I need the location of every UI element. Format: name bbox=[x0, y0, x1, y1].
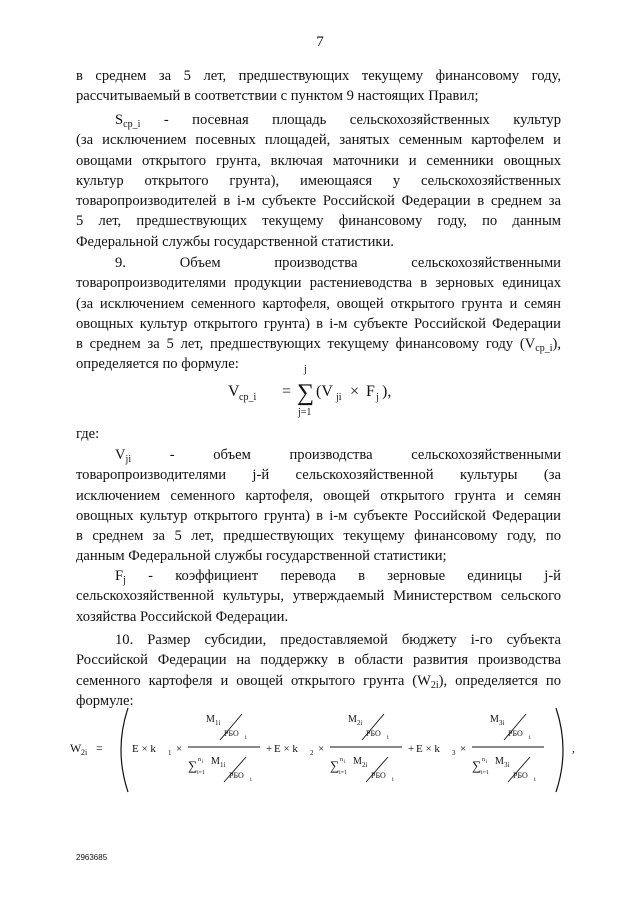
text-line: овощных культур открытого грунта) в i-м субъекте Российской Федерации bbox=[76, 315, 561, 332]
formula-term-1 bbox=[132, 714, 272, 783]
m-subscript: 3i bbox=[504, 761, 510, 769]
subscript: ср_i bbox=[535, 343, 553, 355]
m-subscript: 2i bbox=[357, 719, 363, 727]
symbol-f: F bbox=[115, 568, 124, 584]
k-subscript: 3 bbox=[452, 749, 456, 757]
sigma-icon: ∑ bbox=[297, 380, 315, 406]
times-sign: × bbox=[176, 743, 183, 755]
text-line: формуле: bbox=[76, 692, 134, 709]
formula-lhs-subscript: 2i bbox=[81, 748, 88, 757]
sum-upper-limit: n bbox=[340, 757, 343, 763]
text-line: 9. Объем производства сельскохозяйственными bbox=[115, 255, 561, 271]
text-line: в среднем за 5 лет, предшествующих текущему финансовому году, по bbox=[76, 528, 561, 545]
times-sign: × bbox=[350, 383, 360, 400]
m-subscript: 1i bbox=[215, 719, 221, 727]
m-symbol: M bbox=[490, 714, 499, 725]
sum-lower-limit: i=1 bbox=[481, 770, 490, 776]
formula-end-comma: , bbox=[572, 741, 575, 755]
text-line: Российской Федерации на поддержку в области развития производства bbox=[76, 652, 561, 669]
sum-upper-limit: j bbox=[304, 364, 307, 375]
clause-9 bbox=[76, 253, 561, 375]
times-sign: × bbox=[318, 743, 325, 755]
rbo-symbol: РБО bbox=[513, 771, 528, 780]
rbo-symbol: РБО bbox=[508, 729, 523, 738]
text-line: овощами открытого грунта, включая маточники и семенники овощных bbox=[76, 152, 561, 169]
text-line: определяется по формуле: bbox=[76, 356, 239, 373]
rbo-symbol: РБО bbox=[366, 729, 381, 738]
text-fragment: семенного картофеля и овощей открытого грунта (W bbox=[76, 672, 431, 689]
rbo-subscript: i bbox=[392, 777, 394, 783]
page-number: 7 bbox=[316, 34, 324, 50]
text-line: хозяйства Российской Федерации. bbox=[76, 608, 289, 625]
m-subscript: 3i bbox=[499, 719, 505, 727]
rbo-symbol: РБО bbox=[371, 771, 386, 780]
text-line: товаропроизводителями j-й сельскохозяйственной культуры (за bbox=[76, 467, 561, 484]
symbol-v-subscript: ji bbox=[125, 454, 132, 465]
m-symbol: M bbox=[495, 756, 504, 767]
sum-lower-limit: j=1 bbox=[298, 407, 312, 418]
right-paren-icon bbox=[556, 708, 563, 792]
k-subscript: 2 bbox=[310, 749, 314, 757]
f-subscript: j bbox=[376, 392, 379, 403]
formula-v-sr bbox=[228, 360, 428, 420]
e-times-k: E × k bbox=[274, 743, 298, 755]
text-line: данным Федеральной службы государственной статистики; bbox=[76, 548, 447, 565]
text-line: 10. Размер субсидии, предоставляемой бюджету i-го субъекта bbox=[115, 632, 561, 648]
k-subscript: 1 bbox=[168, 749, 172, 757]
formula-w2i bbox=[70, 700, 590, 800]
clause-10 bbox=[76, 630, 561, 711]
e-times-k: E × k bbox=[132, 743, 156, 755]
sum-upper-limit-subscript: i bbox=[202, 760, 204, 765]
symbol-f-subscript: j bbox=[123, 575, 126, 586]
plus-sign: + bbox=[266, 743, 273, 755]
m-subscript: 1i bbox=[220, 761, 226, 769]
symbol-v: V bbox=[115, 447, 126, 463]
formula-lhs-subscript: ср_i bbox=[239, 392, 257, 403]
formula-lhs: V bbox=[228, 383, 240, 400]
sum-upper-limit-subscript: i bbox=[344, 760, 346, 765]
m-symbol: M bbox=[211, 756, 220, 767]
text-line: Федеральной службы государственной статистики. bbox=[76, 233, 394, 250]
rbo-subscript: i bbox=[387, 735, 389, 741]
symbol-s-subscript: ср_i bbox=[123, 119, 141, 130]
text-line: сельскохозяйственной культуры, утверждаемый Министерством сельского bbox=[76, 588, 561, 605]
rbo-symbol: РБО bbox=[224, 729, 239, 738]
left-paren-icon bbox=[121, 708, 128, 792]
m-subscript: 2i bbox=[362, 761, 368, 769]
equals-sign: = bbox=[282, 383, 292, 400]
sum-lower-limit: i=1 bbox=[197, 770, 206, 776]
sum-upper-limit-subscript: i bbox=[486, 760, 488, 765]
definition-v-ji bbox=[76, 445, 561, 567]
f-symbol: F bbox=[366, 383, 375, 400]
definition-f-j bbox=[76, 566, 561, 627]
rbo-subscript: i bbox=[245, 735, 247, 741]
text-line: - посевная площадь сельскохозяйственных культур bbox=[140, 112, 561, 128]
text-line: товаропроизводителей в i-м субъекте Российской Федерации в среднем за bbox=[76, 193, 561, 210]
equals-sign: = bbox=[96, 741, 103, 755]
text-line: где: bbox=[76, 426, 100, 442]
text-line: рассчитываемый в соответствии с пунктом 9 настоящих Правил; bbox=[76, 88, 479, 105]
text-line: товаропроизводителями продукции растениеводства в зерновых единицах bbox=[76, 275, 561, 292]
paragraph-continuation bbox=[76, 66, 561, 107]
e-times-k: E × k bbox=[416, 743, 440, 755]
subscript: 2i bbox=[430, 679, 439, 691]
m-symbol: M bbox=[353, 756, 362, 767]
text-line: культур открытого грунта), имеющаяся у сельскохозяйственных bbox=[76, 172, 561, 189]
definition-s-sr bbox=[76, 110, 561, 252]
sigma-icon: ∑ bbox=[188, 758, 198, 773]
times-sign: × bbox=[460, 743, 467, 755]
sigma-icon: ∑ bbox=[330, 758, 340, 773]
formula-lhs: W bbox=[70, 741, 82, 755]
text-fragment: в среднем за 5 лет, предшествующих текущему финансовому году (V bbox=[76, 336, 536, 353]
rbo-subscript: i bbox=[534, 777, 536, 783]
rbo-subscript: i bbox=[250, 777, 252, 783]
sigma-icon: ∑ bbox=[472, 758, 482, 773]
m-symbol: M bbox=[348, 714, 357, 725]
text-line: овощных культур открытого грунта) в i-м субъекте Российской Федерации bbox=[76, 507, 561, 524]
sum-lower-limit: i=1 bbox=[339, 770, 348, 776]
text-line: (за исключением семенного картофеля, овощей открытого грунта и семян bbox=[76, 295, 561, 312]
text-fragment: ), определяется по bbox=[438, 672, 561, 689]
formula-term-2 bbox=[274, 714, 414, 783]
formula-close: ), bbox=[382, 383, 392, 400]
rbo-subscript: i bbox=[529, 735, 531, 741]
m-symbol: M bbox=[206, 714, 215, 725]
sum-upper-limit: n bbox=[198, 757, 201, 763]
plus-sign: + bbox=[408, 743, 415, 755]
formula-term-3 bbox=[416, 714, 544, 783]
text-line: 5 лет, предшествующих текущему финансовому году, по данным bbox=[76, 213, 561, 230]
text-line: - коэффициент перевода в зерновые единицы j-й bbox=[125, 568, 561, 584]
text-line: - объем производства сельскохозяйственными bbox=[131, 447, 561, 463]
sum-upper-limit: n bbox=[482, 757, 485, 763]
where-label bbox=[76, 424, 561, 444]
symbol-s: S bbox=[115, 112, 124, 128]
text-fragment: ), bbox=[552, 336, 561, 353]
text-line: в среднем за 5 лет, предшествующих текущему финансовому году, bbox=[76, 68, 561, 84]
text-line: (за исключением посевных площадей, занятых семенным картофелем и bbox=[76, 132, 561, 149]
document-code: 2963685 bbox=[76, 853, 108, 862]
v-subscript: ji bbox=[336, 392, 342, 403]
formula-open: (V bbox=[316, 383, 333, 400]
text-line: исключением семенного картофеля, овощей открытого грунта и семян bbox=[76, 487, 561, 504]
rbo-symbol: РБО bbox=[229, 771, 244, 780]
